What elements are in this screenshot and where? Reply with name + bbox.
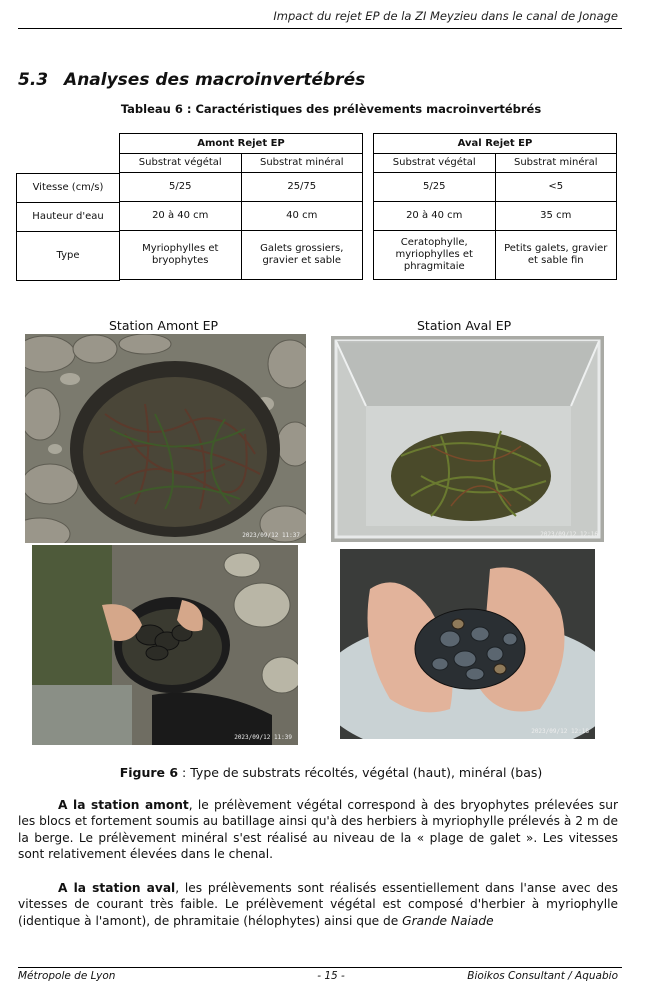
- table-cell: Ceratophylle, myriophylles et phragmitaie: [374, 231, 496, 280]
- table-cell: Galets grossiers, gravier et sable: [241, 231, 363, 280]
- table-cell: 25/75: [241, 173, 363, 202]
- table-cell: 40 cm: [241, 202, 363, 231]
- amont-col-mineral: Substrat minéral: [241, 154, 363, 173]
- paragraph-italic: Grande Naiade: [402, 913, 494, 928]
- aval-col-vegetal: Substrat végétal: [374, 154, 496, 173]
- amont-header: Amont Rejet EP: [120, 134, 363, 154]
- table-cell: 20 à 40 cm: [120, 202, 242, 231]
- paragraph-aval: [18, 880, 618, 929]
- page-number: - 15 -: [317, 970, 345, 982]
- photo-amont-vegetal: [25, 334, 306, 543]
- row-label-type: Type: [17, 232, 120, 281]
- table-cell: Petits galets, gravier et sable fin: [495, 231, 617, 280]
- paragraph-text: , le prélèvement végétal correspond à des bryophytes prélevées sur les blocs et fortement soumis au batillage ainsi qu'à des herbiers à myriophylle prélevés à 2 m de la berge. Le prélèvement minéral s'est réalisé au niveau de la « plage de galet ». Les vitesses sont relativement élevées dans le chenal.: [18, 798, 618, 861]
- paragraph-lead: A la station aval: [58, 881, 176, 895]
- photo-amont-mineral: [32, 545, 298, 745]
- photo-timestamp: 2023/09/12 12:16: [540, 531, 598, 538]
- section-title: Analyses des macroinvertébrés: [64, 70, 366, 90]
- table-cell: 35 cm: [495, 202, 617, 231]
- paragraph-text: , les prélèvements sont réalisés essentiellement dans l'anse avec des vitesses de courant très faible. Le prélèvement végétal est composé d'herbier à myriophylle (identique à l'amont), de phramitaie (hélophytes) ainsi que de: [18, 881, 618, 928]
- figure-caption-text: : Type de substrats récoltés, végétal (haut), minéral (bas): [178, 765, 543, 780]
- table-cell: Myriophylles et bryophytes: [120, 231, 242, 280]
- table-caption: Tableau 6 : Caractéristiques des prélèvements macroinvertébrés: [120, 102, 542, 116]
- row-label-hauteur: Hauteur d'eau: [17, 203, 120, 232]
- photo-timestamp: 2023/09/12 11:37: [242, 532, 300, 539]
- table-cell: <5: [495, 173, 617, 202]
- section-number: 5.3: [18, 70, 49, 90]
- row-label-vitesse: Vitesse (cm/s): [17, 174, 120, 203]
- running-header: Impact du rejet EP de la ZI Meyzieu dans le canal de Jonage: [273, 9, 618, 23]
- section-heading: [18, 70, 365, 90]
- photo-aval-vegetal: [331, 336, 604, 542]
- paragraph-lead: A la station amont: [58, 798, 189, 812]
- table-cell: 5/25: [374, 173, 496, 202]
- amont-col-vegetal: Substrat végétal: [120, 154, 242, 173]
- photo-aval-mineral: [340, 549, 595, 739]
- photo-timestamp: 2023/09/12 11:39: [234, 734, 292, 741]
- table-cell: 5/25: [120, 173, 242, 202]
- photo-label-aval: Station Aval EP: [417, 318, 512, 333]
- footer-divider: [18, 967, 622, 968]
- footer-left: Métropole de Lyon: [18, 970, 116, 982]
- table-cell: 20 à 40 cm: [374, 202, 496, 231]
- header-divider: [18, 28, 622, 29]
- photo-timestamp: 2023/09/12 12:18: [531, 728, 589, 735]
- table-row-labels: [16, 173, 120, 281]
- footer-right: Bioikos Consultant / Aquabio: [467, 970, 618, 982]
- photo-label-amont: Station Amont EP: [109, 318, 219, 333]
- paragraph-amont: [18, 797, 618, 862]
- figure-label: Figure 6: [119, 765, 179, 780]
- table-aval: [373, 133, 617, 280]
- aval-col-mineral: Substrat minéral: [495, 154, 617, 173]
- table-amont: [119, 133, 363, 280]
- aval-header: Aval Rejet EP: [374, 134, 617, 154]
- figure-caption: [0, 765, 662, 780]
